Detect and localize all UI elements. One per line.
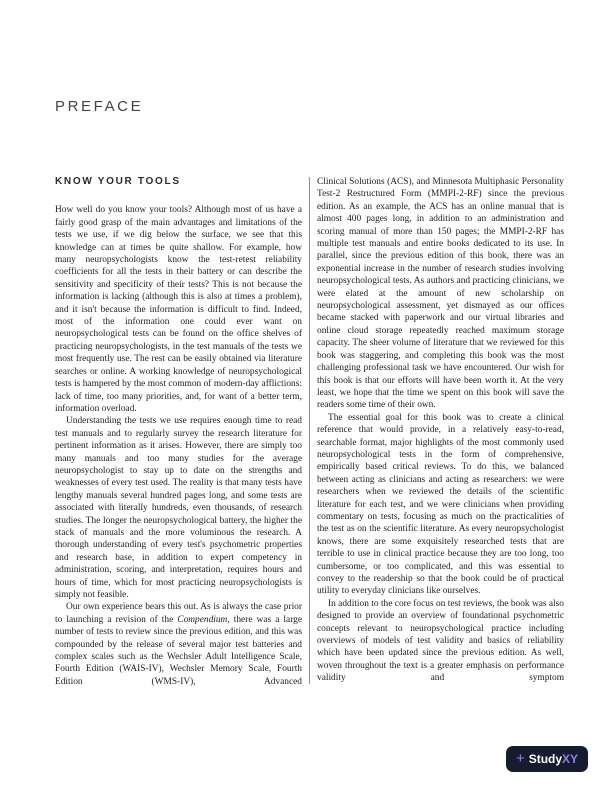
page-title: PREFACE [55, 98, 144, 115]
paragraph-1: How well do you know your tools? Although most of us have a fairly good grasp of the main advantages and limitations of the tests we use, if we dig below the surface, we see that this knowledge can at times be quite shallow. For example, how many neuropsychologists know the test-retest reliability coefficients for all the tests in their battery or can describe the sensitivity and specificity of their tests? This is not because the information is lacking (although this is also at times a problem), and it isn't because the information is difficult to find. Indeed, most of the information one could ever want on neuropsychological tests can be found on the office shelves of practicing neuropsychologists, in the test manuals of the tests we most frequently use. The rest can be easily obtained via literature searches or online. A working knowledge of neuropsychological tests is hampered by the most common of modern-day afflictions: lack of time, too many priorities, and, for want of a better term, information overload. [55, 205, 302, 414]
paragraph-3-continued: , there was a large number of tests to review since the previous edition, and this was compounded by the release of several major test batteries and complex scales such as the Wechsler Adult Intelligence Scale, Fourth Edition (WAIS-IV), Wechsler Memory Scale, Fourth Edition (WMS-IV), Advanced [55, 614, 303, 687]
paragraph-6: In addition to the core focus on test reviews, the book was also designed to provide an overview of foundational psychometric concepts relevant to neuropsychological practice including overviews of models of test validity and basics of reliability which have been updated since the previous edition. As well, woven throughout the text is a greater emphasis on performance validity and symptom [317, 598, 564, 684]
brand-name-xy: XY [562, 752, 579, 766]
left-column [55, 176, 302, 688]
book-title-italic: Compendium [177, 614, 228, 625]
column-divider [309, 177, 310, 684]
right-column [317, 176, 564, 688]
brand-name-study: Study [528, 752, 563, 766]
paragraph-3-text: Our own experience bears this out. As is always the case prior to launching a revision of the [55, 602, 302, 625]
paragraph-4: Clinical Solutions (ACS), and Minnesota Multiphasic Personality Test-2 Restructured Form (MMPI-2-RF) since the previous edition. As an example, the ACS has an online manual that is almost 400 pages long, in addition to an administration and scoring manual of more than 150 pages; the MMPI-2-RF has multiple test manuals and entire books dedicated to its use. In parallel, since the previous edition of this book, there was an exponential increase in the number of research studies involving neuropsychological tests. As authors and practicing clinicians, we were elated at the amount of new scholarship on neuropsychological assessment, yet dismayed as our offices became stacked with paperwork and our virtual libraries and online cloud storage repeatedly reached maximum storage capacity. The sheer volume of literature that we reviewed for this book was staggering, and completing this book was the most challenging professional task we have encountered. Our wish for this book is that our efforts will have been worth it. At the very least, we hope that the time we spent on this book will save the readers some time of their own. [317, 177, 564, 411]
paragraph-3 [55, 601, 302, 688]
plus-icon: + [515, 750, 525, 767]
studyxy-watermark [506, 746, 588, 772]
section-heading: KNOW YOUR TOOLS [55, 176, 181, 187]
paragraph-2: Understanding the tests we use requires enough time to read test manuals and to regularly survey the research literature for pertinent information as it arises. However, there are simply too many manuals and too many studies for the average neuropsychologist to stay up to date on the strengths and weaknesses of every test used. The reality is that many tests have lengthy manuals several hundred pages long, and some tests are associated with literally hundreds, even thousands, of research studies. The longer the neuropsychological battery, the higher the stack of manuals and the more voluminous the research. A thorough understanding of every test's psychometric properties and research base, in addition to expert competency in administration, scoring, and interpretation, requires hours and hours of time, which for most practicing neuropsychologists is simply not feasible. [55, 416, 302, 600]
two-column-layout [55, 176, 565, 688]
paragraph-5: The essential goal for this book was to create a clinical reference that would provide, in a relatively easy-to-read, searchable format, major highlights of the most commonly used neuropsychological tests in the form of comprehensive, empirically based critical reviews. To do this, we balanced between acting as clinicians and acting as researchers: we were researchers when we reviewed the details of the scientific literature for each test, and we were clinicians when providing commentary on tests, focusing as much on the practicalities of the test as on the scientific literature. As every neuropsychologist knows, there are some exquisitely researched tests that are terrible to use in clinical practice because they are too long, too cumbersome, or too complicated, and this was essential to convey to the readership so that the book could be of practical utility to everyday clinicians like ourselves. [317, 412, 564, 597]
